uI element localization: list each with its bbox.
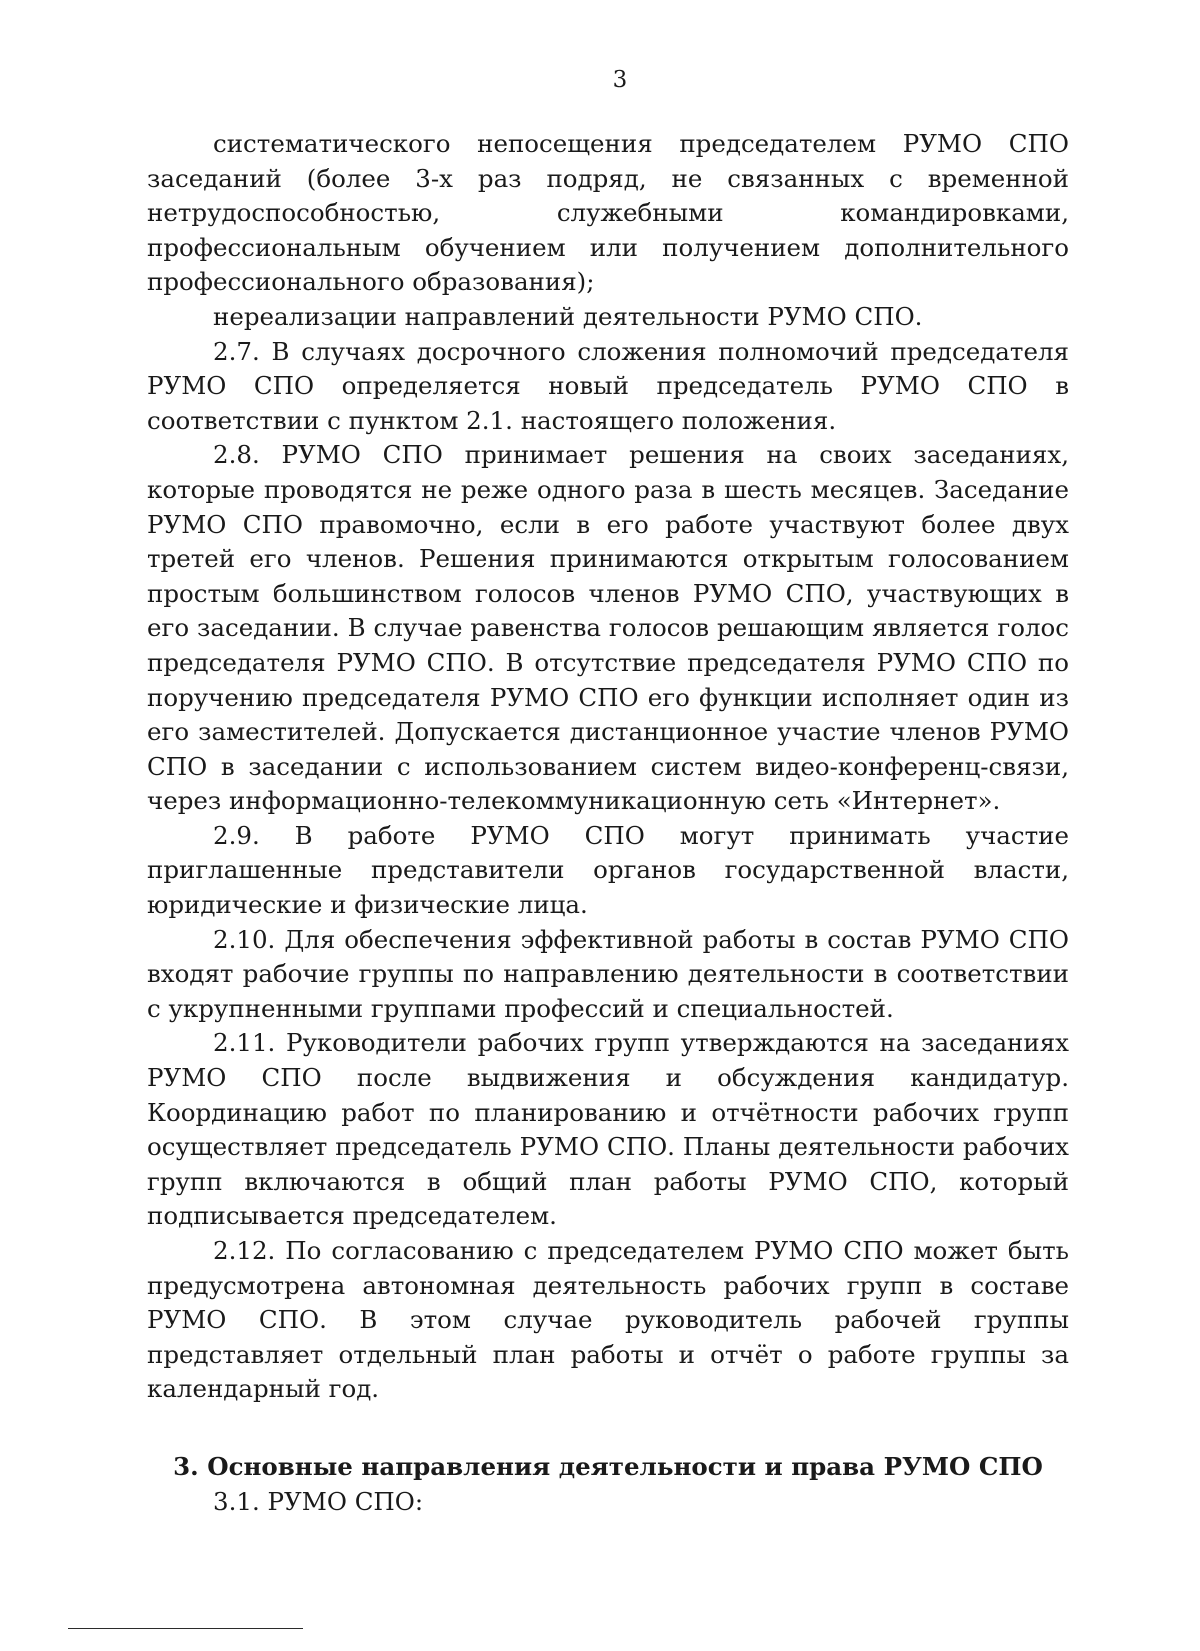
- paragraph-2-11: 2.11. Руководители рабочих групп утверждаются на заседаниях РУМО СПО после выдвижения и обсуждения кандидатур. Координацию работ по планированию и отчётности рабочих групп осуществляет председатель РУМО СПО. Планы деятельности рабочих групп включаются в общий план работы РУМО СПО, который подписывается председателем.: [147, 1028, 1069, 1231]
- section-heading: 3. Основные направления деятельности и права РУМО СПО: [173, 1451, 1043, 1481]
- paragraph-nonimplementation: нереализации направлений деятельности РУМО СПО.: [213, 301, 923, 331]
- page-number: 3: [612, 67, 628, 93]
- paragraph-2-8: 2.8. РУМО СПО принимает решения на своих заседаниях, которые проводятся не реже одного раза в шесть месяцев. Заседание РУМО СПО правомочно, если в его работе участвуют более двух третей его членов. Решения принимаются открытым голосованием простым большинством голосов членов РУМО СПО, участвующих в его заседании. В случае равенства голосов решающим является голос председателя РУМО СПО. В отсутствие председателя РУМО СПО по поручению председателя РУМО СПО его функции исполняет один из его заместителей. Допускается дистанционное участие членов РУМО СПО в заседании с использованием систем видео-конференц-связи, через информационно-телекоммуникационную сеть «Интернет».: [147, 440, 1069, 816]
- document-body: [147, 127, 1069, 1520]
- footer-rule: [68, 1628, 303, 1629]
- paragraph-nonattendance: систематического непосещения председателем РУМО СПО заседаний (более 3-х раз подряд, не связанных с временной нетрудоспособностью, служебными командировками, профессиональным обучением или получением дополнительного профессионального образования);: [147, 129, 1069, 297]
- paragraph-2-7: 2.7. В случаях досрочного сложения полномочий председателя РУМО СПО определяется новый председатель РУМО СПО в соответствии с пунктом 2.1. настоящего положения.: [147, 336, 1069, 435]
- paragraph-3-1: 3.1. РУМО СПО:: [213, 1486, 424, 1516]
- paragraph-2-10: 2.10. Для обеспечения эффективной работы в состав РУМО СПО входят рабочие группы по направлению деятельности в соответствии с укрупненными группами профессий и специальностей.: [147, 924, 1069, 1023]
- paragraph-2-12: 2.12. По согласованию с председателем РУМО СПО может быть предусмотрена автономная деятельность рабочих групп в составе РУМО СПО. В этом случае руководитель рабочей группы представляет отдельный план работы и отчёт о работе группы за календарный год.: [147, 1236, 1069, 1404]
- paragraph-2-9: 2.9. В работе РУМО СПО могут принимать участие приглашенные представители органов государственной власти, юридические и физические лица.: [147, 820, 1069, 920]
